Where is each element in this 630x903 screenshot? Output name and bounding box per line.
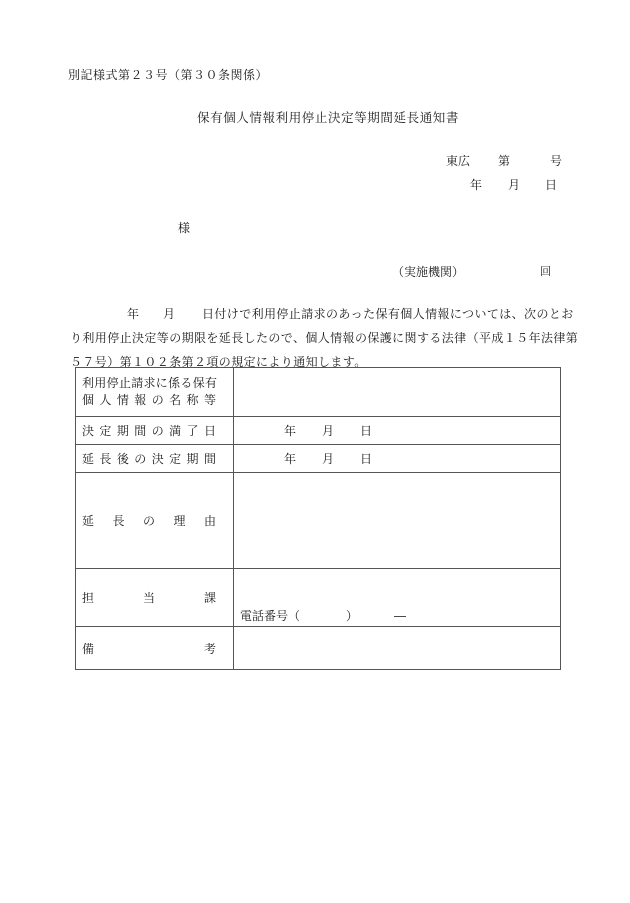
label-char: 理	[173, 514, 186, 528]
date-day-label: 日	[360, 452, 373, 466]
value-extended-period	[234, 445, 561, 473]
addressee-honorific: 様	[178, 221, 191, 235]
label-char: 期	[116, 424, 129, 438]
label-char: 報	[134, 393, 147, 407]
document-date-day: 日	[545, 178, 558, 192]
table-row-extended-period	[76, 445, 561, 473]
notice-body-line-3: ５７号）第１０２条第２項の規定により通知します。	[70, 355, 367, 369]
document-number-go: 号	[550, 154, 563, 168]
label-personal-info-name-line-1: 利用停止請求に係る保有	[82, 376, 218, 390]
phone-close-paren: ）	[346, 609, 359, 623]
phone-number-field	[240, 607, 406, 624]
label-char: 当	[142, 591, 155, 605]
label-char: 日	[203, 424, 216, 438]
label-responsible-department	[76, 569, 234, 627]
label-char: 担	[82, 591, 95, 605]
notice-date-month: 月	[163, 307, 176, 321]
label-char: の	[142, 514, 155, 528]
label-char: 名	[169, 393, 182, 407]
document-date-year: 年	[470, 178, 483, 192]
label-char: 人	[99, 393, 112, 407]
label-personal-info-name	[76, 368, 234, 417]
notice-body-line-1	[70, 302, 574, 326]
label-char: 間	[134, 424, 147, 438]
document-number-dai: 第	[498, 154, 511, 168]
label-char: 延	[82, 514, 95, 528]
table-row-decision-deadline	[76, 417, 561, 445]
value-responsible-department	[234, 569, 561, 627]
label-remarks	[76, 627, 234, 670]
label-decision-deadline	[76, 417, 234, 445]
value-decision-deadline	[234, 417, 561, 445]
label-char: 長	[112, 514, 125, 528]
label-char: 等	[203, 393, 216, 407]
table-row-personal-info-name	[76, 368, 561, 417]
phone-dash: ―	[394, 609, 406, 623]
label-char: 満	[169, 424, 182, 438]
value-extension-reason	[234, 473, 561, 569]
table-row-responsible-department	[76, 569, 561, 627]
document-number	[446, 152, 562, 169]
document-date	[470, 176, 557, 193]
label-char: 間	[203, 452, 216, 466]
label-char: 期	[186, 452, 199, 466]
label-char: 考	[203, 641, 216, 656]
label-char: の	[151, 393, 164, 407]
label-char: 定	[169, 452, 182, 466]
label-char: の	[151, 424, 164, 438]
date-month-label: 月	[322, 424, 335, 438]
label-char: 延	[82, 452, 95, 466]
label-char: 情	[116, 393, 129, 407]
notice-body	[70, 302, 579, 374]
form-identifier: 別記様式第２３号（第３０条関係）	[68, 68, 269, 82]
label-char: 定	[99, 424, 112, 438]
label-char: 備	[82, 641, 95, 656]
label-char: 了	[186, 424, 199, 438]
label-char: 称	[186, 393, 199, 407]
date-day-label: 日	[360, 424, 373, 438]
label-char: 決	[151, 452, 164, 466]
table-row-remarks	[76, 627, 561, 670]
label-extension-reason	[76, 473, 234, 569]
date-year-label: 年	[284, 452, 297, 466]
document-number-prefix: 東広	[446, 154, 471, 168]
notice-details-table	[75, 367, 561, 670]
notice-body-line-2: り利用停止決定等の期限を延長したので、個人情報の保護に関する法律（平成１５年法律第	[70, 331, 579, 345]
label-char: 課	[203, 591, 216, 605]
label-char: 由	[203, 514, 216, 528]
label-char: 長	[99, 452, 112, 466]
label-char: 後	[116, 452, 129, 466]
label-char: 個	[82, 393, 95, 407]
value-remarks	[234, 627, 561, 670]
document-title: 保有個人情報利用停止決定等期間延長通知書	[197, 110, 460, 125]
label-extended-period	[76, 445, 234, 473]
value-personal-info-name	[234, 368, 561, 417]
table-row-extension-reason	[76, 473, 561, 569]
label-char: 決	[82, 424, 95, 438]
date-month-label: 月	[322, 452, 335, 466]
issuing-agency-label: （実施機関）	[392, 265, 465, 279]
document-date-month: 月	[508, 178, 521, 192]
date-year-label: 年	[284, 424, 297, 438]
label-personal-info-name-line-2	[82, 392, 216, 409]
label-char: の	[134, 452, 147, 466]
phone-number-label: 電話番号（	[240, 609, 301, 623]
notice-date-year: 年	[127, 307, 140, 321]
notice-body-line-1-text: 日付けで利用停止請求のあった保有個人情報については、次のとお	[202, 307, 574, 321]
seal-mark-icon: 回	[540, 265, 551, 278]
